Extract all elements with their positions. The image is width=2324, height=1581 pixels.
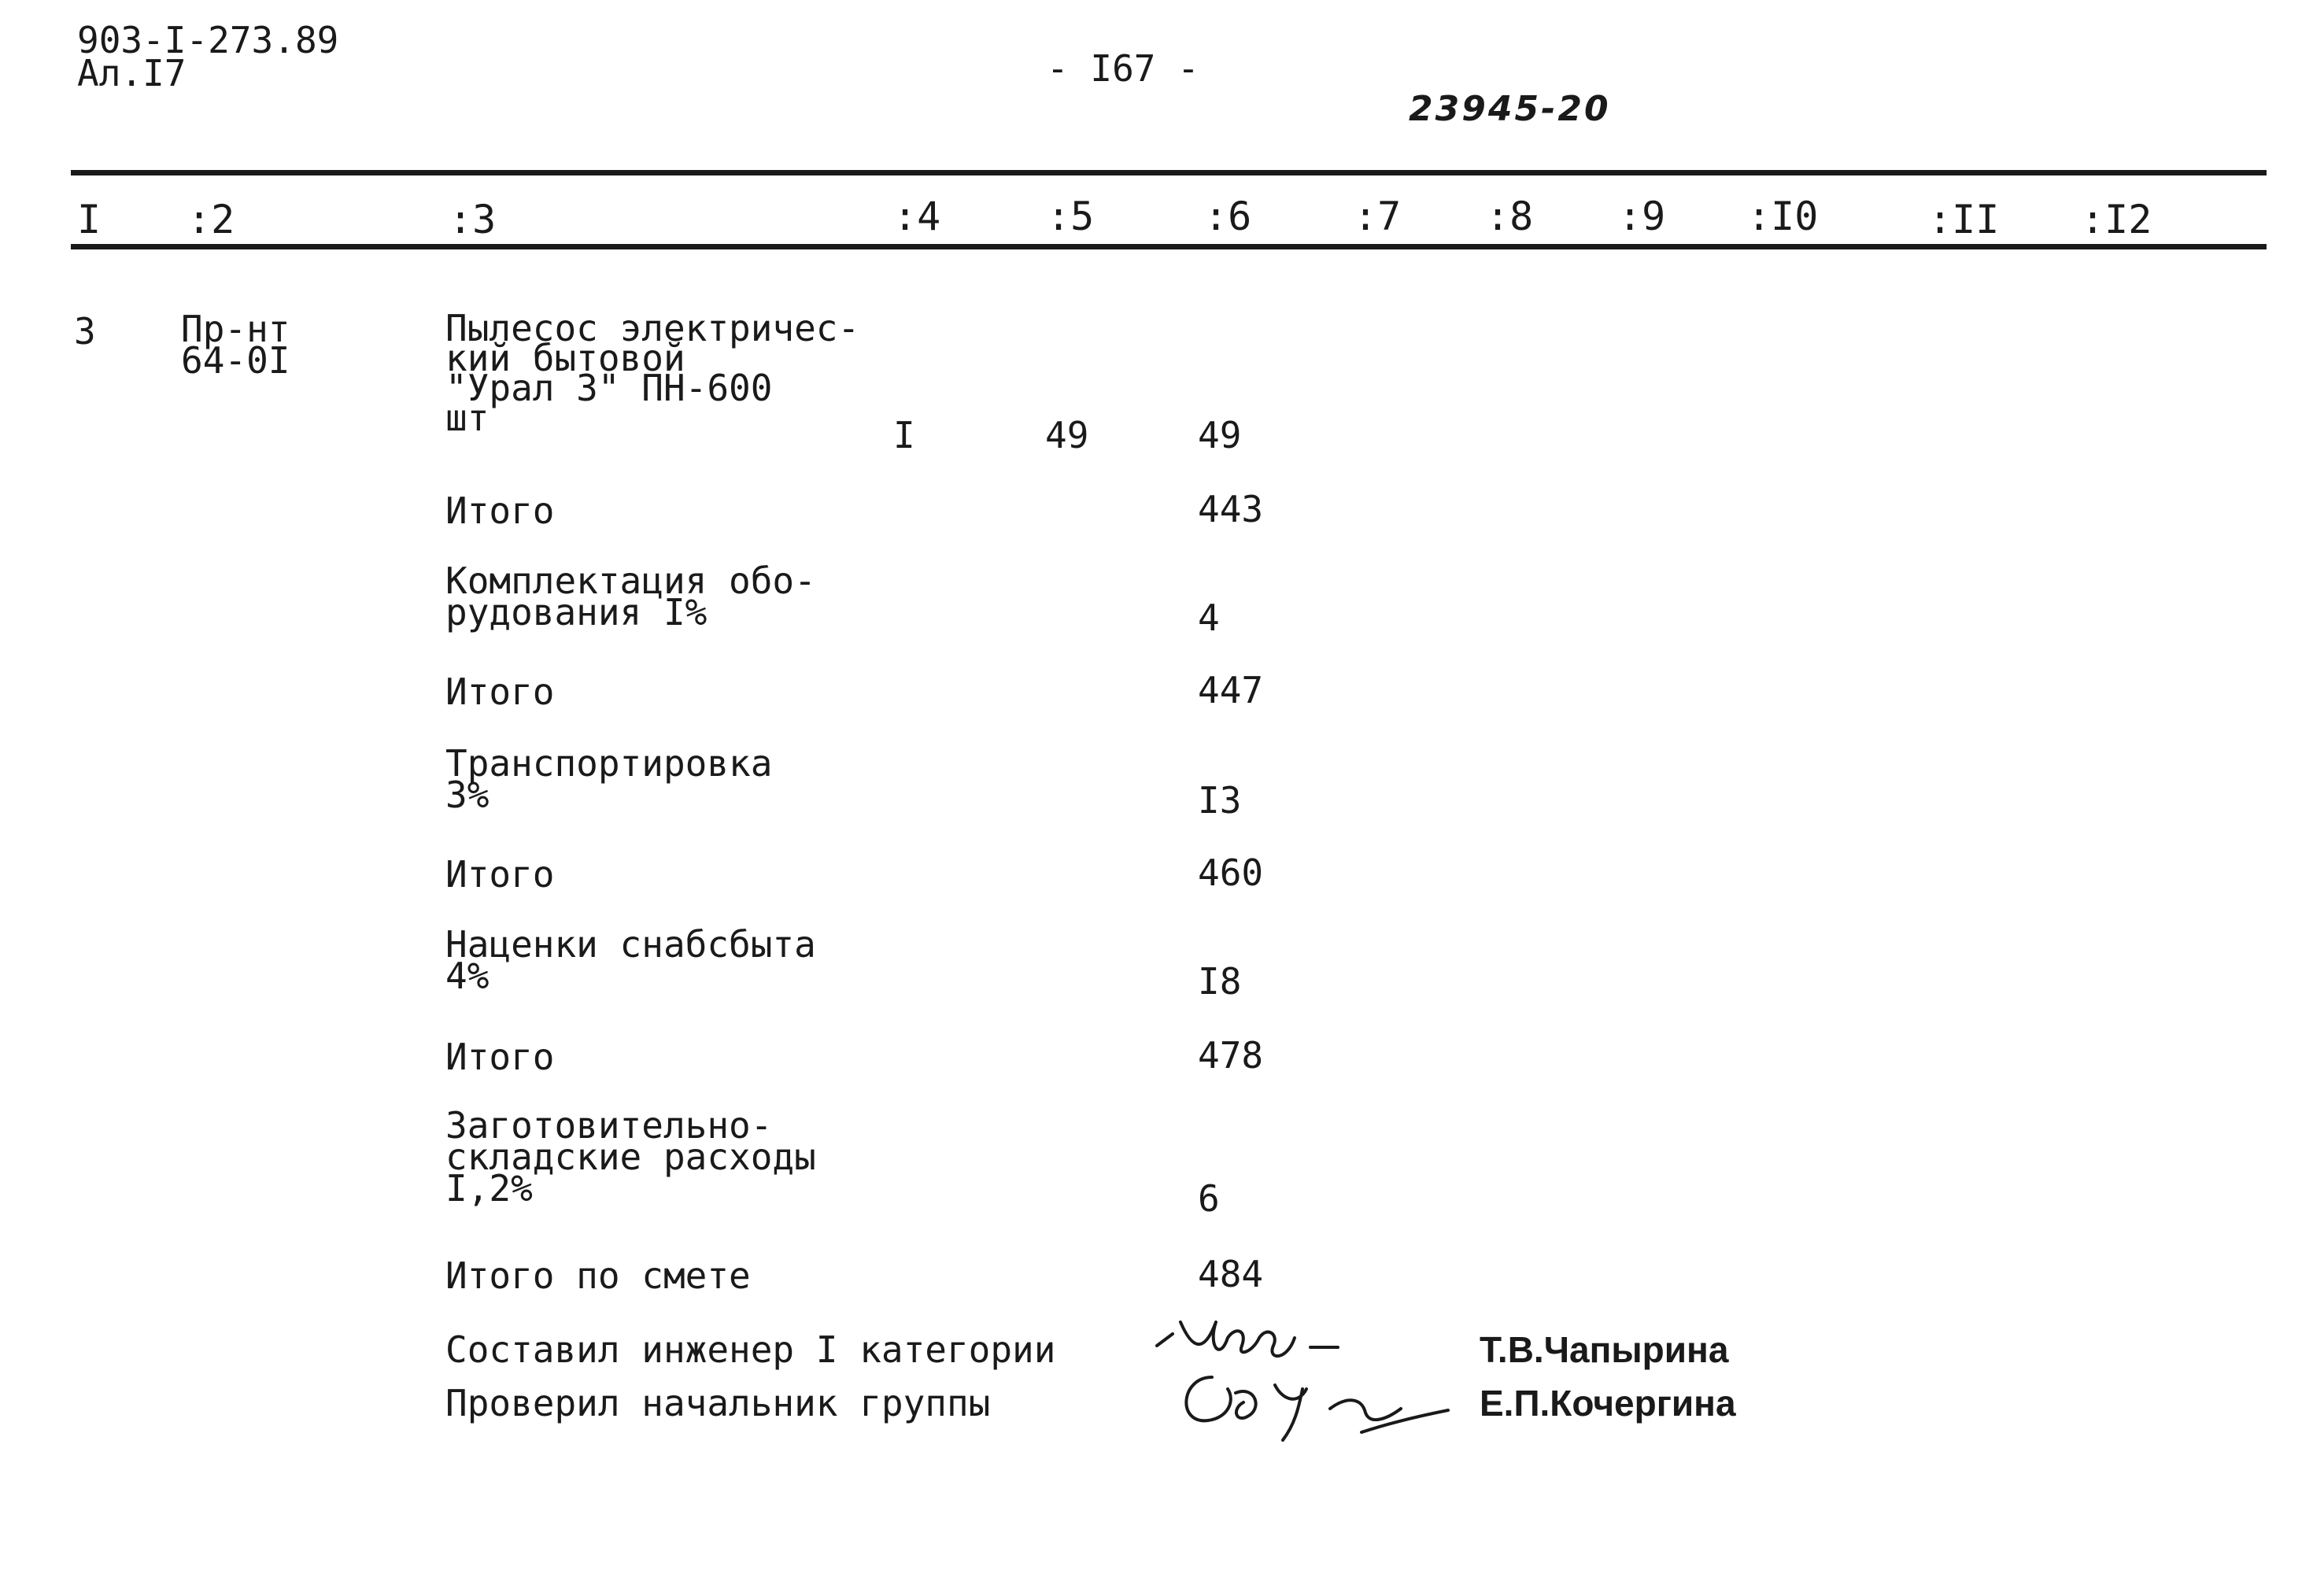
- summary-label: Наценки снабсбыта 4%: [445, 923, 816, 997]
- summary-label: Транспортировка 3%: [445, 742, 773, 816]
- column-header-6: :6: [1204, 194, 1252, 239]
- column-header-11: :II: [1928, 197, 2000, 242]
- compiled-by-role: Составил инженер I категории: [445, 1328, 1056, 1371]
- summary-value: 443: [1198, 488, 1264, 530]
- summary-label: Заготовительно- складские расходы I,2%: [445, 1104, 816, 1210]
- summary-label: Итого: [445, 670, 555, 713]
- item-name: Пылесос электричес- кий бытовой "Урал 3" ПН-600 шт: [445, 307, 860, 439]
- album-number: Ал.I7: [77, 52, 187, 94]
- item-source: Пр-нт 64-0I: [181, 308, 290, 382]
- column-header-7: :7: [1354, 194, 1402, 239]
- item-number: 3: [74, 310, 96, 353]
- grand-total-label: Итого по смете: [445, 1254, 751, 1297]
- column-header-12: :I2: [2081, 197, 2152, 242]
- summary-label: Итого: [445, 1036, 555, 1078]
- column-header-8: :8: [1486, 194, 1534, 239]
- summary-value: 460: [1198, 851, 1264, 894]
- column-header-10: :I0: [1747, 194, 1819, 239]
- summary-value: 4: [1198, 597, 1220, 639]
- summary-value: 447: [1198, 669, 1264, 711]
- column-header-9: :9: [1618, 194, 1666, 239]
- checked-by-name: Е.П.Кочергина: [1480, 1383, 1736, 1424]
- column-header-5: :5: [1047, 194, 1095, 239]
- summary-value: I3: [1198, 779, 1242, 822]
- item-total: 49: [1198, 414, 1242, 456]
- item-unit-price: 49: [1045, 414, 1089, 456]
- summary-label: Комплектация обо- рудования I%: [445, 560, 816, 634]
- page-number: - I67 -: [1047, 47, 1199, 90]
- column-header-4: :4: [893, 194, 941, 239]
- header-top-rule: [71, 170, 2267, 175]
- stamp-number: 23945-20: [1409, 89, 1611, 129]
- summary-value: I8: [1198, 960, 1242, 1003]
- compiled-by-name: Т.В.Чапырина: [1480, 1329, 1729, 1370]
- column-header-3: :3: [449, 197, 497, 242]
- column-header-1: I: [77, 197, 102, 242]
- summary-value: 6: [1198, 1177, 1220, 1220]
- summary-value: 478: [1198, 1034, 1264, 1077]
- header-bottom-rule: [71, 244, 2267, 249]
- document-code: 903-I-273.89: [77, 19, 339, 61]
- summary-label: Итого: [445, 853, 555, 896]
- summary-label: Итого: [445, 489, 555, 532]
- grand-total-value: 484: [1198, 1253, 1264, 1295]
- item-quantity: I: [893, 414, 915, 456]
- column-header-2: :2: [187, 197, 235, 242]
- checked-by-role: Проверил начальник группы: [445, 1382, 991, 1424]
- signature-2: [1165, 1354, 1464, 1456]
